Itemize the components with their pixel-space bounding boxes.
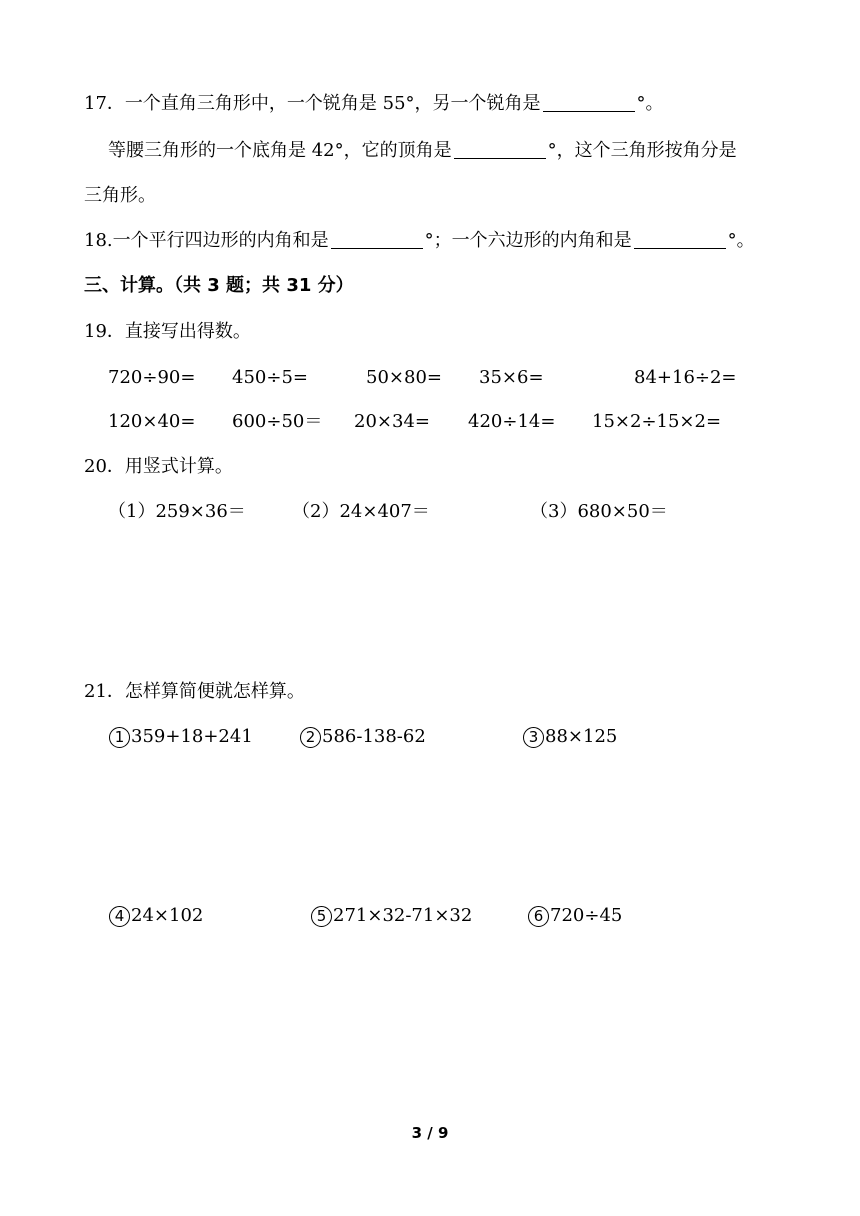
q20-title: 20．用竖式计算。 [84, 456, 233, 477]
circled-number-5: 5 [311, 906, 332, 927]
q21-item-2-expr: 586-138-62 [322, 726, 426, 747]
circled-number-2: 2 [300, 727, 321, 748]
q21-item-6-expr: 720÷45 [550, 905, 623, 926]
q21-item-3-expr: 88×125 [545, 726, 618, 747]
circled-number-6: 6 [528, 906, 549, 927]
q19-row2-item-3: 20×34= [354, 411, 430, 432]
q17-answer-blank-2[interactable] [454, 140, 546, 159]
q21-item-3 [523, 725, 617, 749]
q17-line2-text: 等腰三角形的一个底角是 42°，它的顶角是 [108, 140, 452, 161]
q20-item-3: （3）680×50＝ [530, 501, 668, 522]
q19-row1-item-3: 50×80= [366, 367, 442, 388]
q21-item-1-expr: 359+18+241 [131, 726, 253, 747]
circled-number-4: 4 [109, 906, 130, 927]
circled-number-1: 1 [109, 727, 130, 748]
q18-text-suffix: °。 [727, 230, 755, 251]
q20-item-2: （2）24×407＝ [292, 501, 430, 522]
q19-row2-item-5: 15×2÷15×2= [592, 411, 722, 432]
q21-item-5 [311, 904, 472, 928]
q21-item-6 [528, 904, 622, 928]
q17-line1-text: 17．一个直角三角形中，一个锐角是 55°，另一个锐角是 [84, 93, 541, 114]
q17-answer-blank-1[interactable] [543, 93, 635, 112]
q18-text-prefix: 18.一个平行四边形的内角和是 [84, 230, 329, 251]
q19-row2-item-2: 600÷50＝ [232, 411, 323, 432]
q19-row2-item-1: 120×40= [108, 411, 196, 432]
q21-item-4 [109, 904, 203, 928]
q18-line [84, 229, 755, 253]
q19-row1-item-4: 35×6= [479, 367, 544, 388]
q17-line2 [108, 139, 737, 163]
q21-item-5-expr: 271×32-71×32 [333, 905, 473, 926]
q19-row1-item-5: 84+16÷2= [634, 367, 737, 388]
circled-number-3: 3 [523, 727, 544, 748]
q17-line1 [84, 92, 664, 116]
q18-answer-blank-1[interactable] [331, 230, 423, 249]
section-3-heading: 三、计算。（共 3 题；共 31 分） [84, 275, 354, 296]
q21-item-2 [300, 725, 426, 749]
q18-answer-blank-2[interactable] [634, 230, 726, 249]
q21-item-4-expr: 24×102 [131, 905, 204, 926]
q19-row2-item-4: 420÷14= [468, 411, 556, 432]
q19-row1-item-2: 450÷5= [232, 367, 308, 388]
q21-title: 21．怎样算简便就怎样算。 [84, 681, 305, 702]
q19-row1-item-1: 720÷90= [108, 367, 196, 388]
q18-text-middle: °；一个六边形的内角和是 [424, 230, 632, 251]
q17-line2-suffix: °，这个三角形按角分是 [547, 140, 737, 161]
q19-title: 19．直接写出得数。 [84, 321, 251, 342]
q17-line3: 三角形。 [84, 185, 156, 206]
page-number: 3 / 9 [411, 1124, 449, 1142]
q20-item-1: （1）259×36＝ [108, 501, 246, 522]
q17-line1-unit: °。 [636, 93, 664, 114]
q21-item-1 [109, 725, 253, 749]
